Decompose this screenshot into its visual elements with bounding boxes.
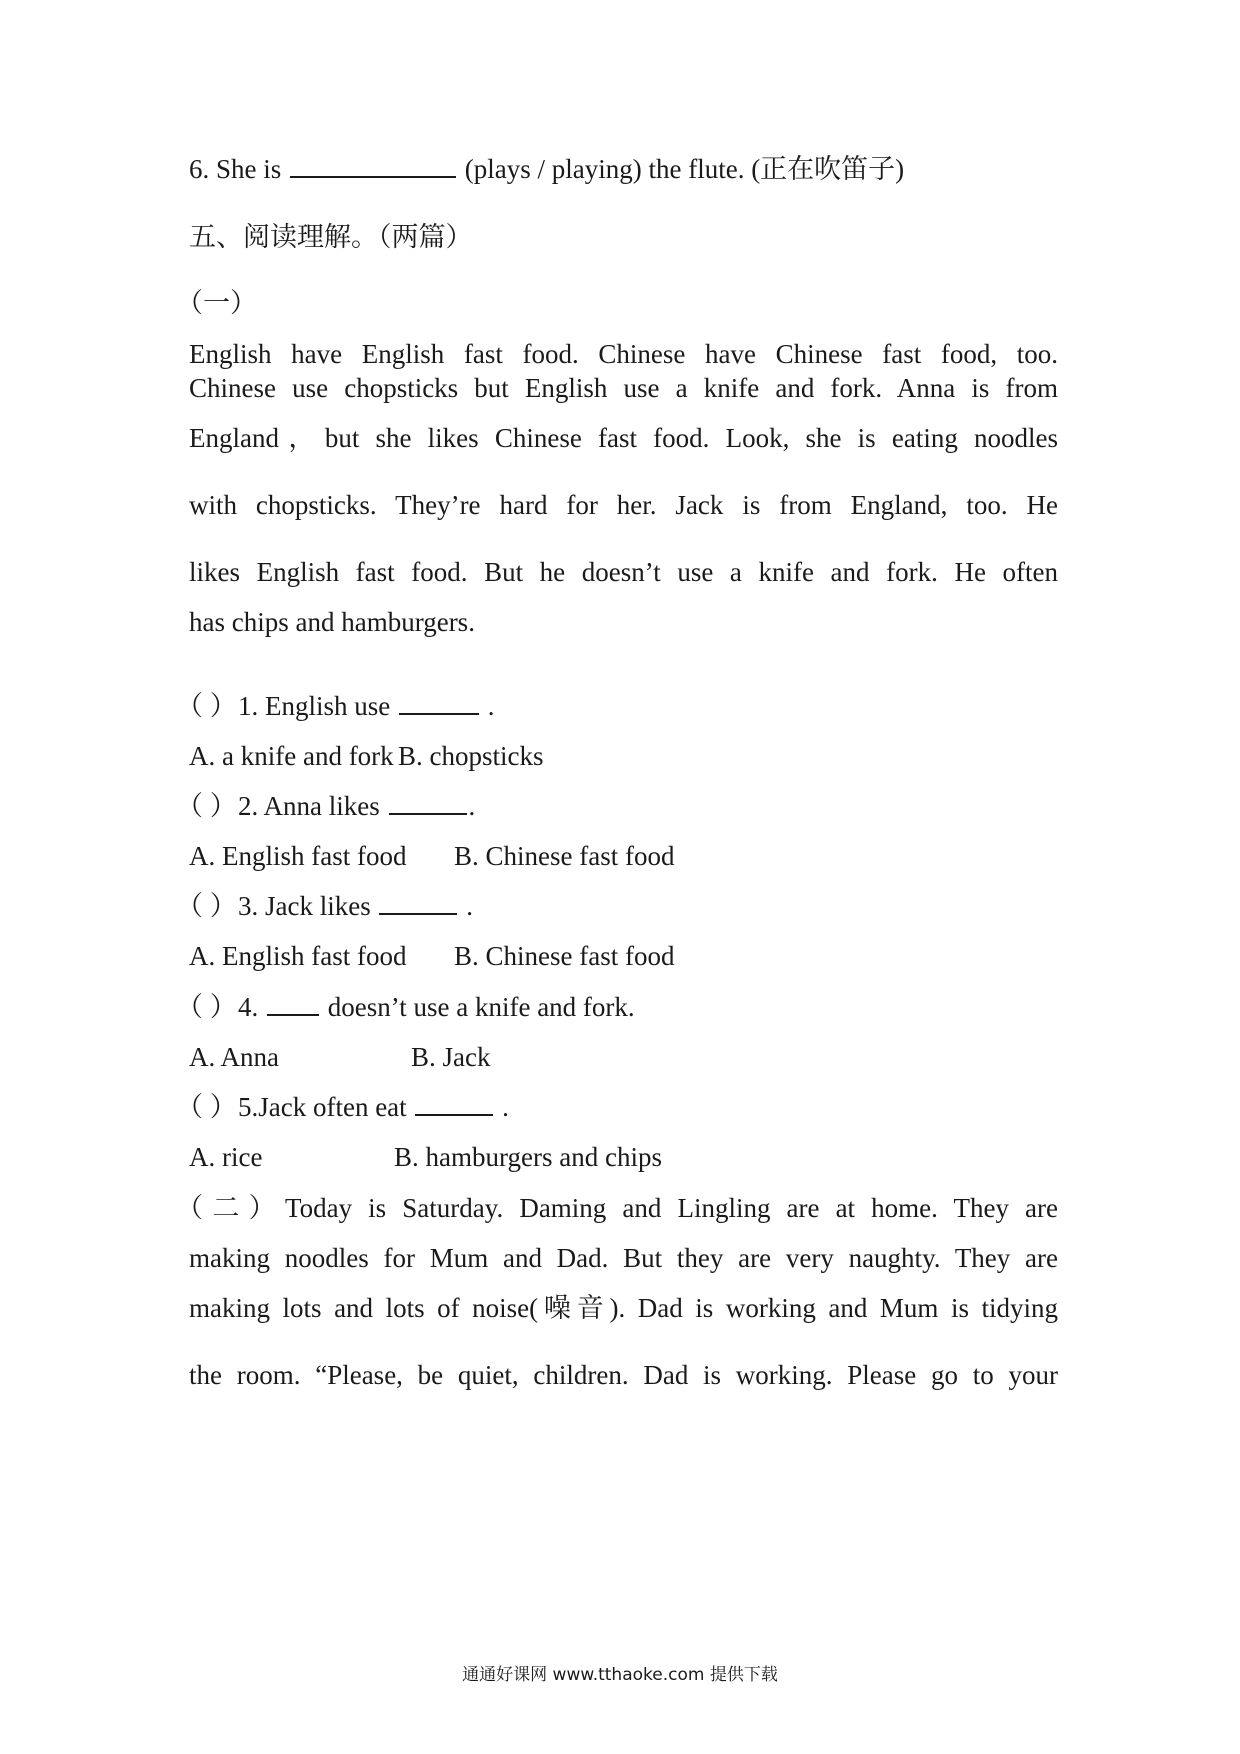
footer-credit: 通通好课网 www.tthaoke.com 提供下载	[462, 1665, 778, 1685]
passage-2-line: making lots and lots of noise(噪音). Dad is working and Mum is tidying	[189, 1293, 1058, 1323]
answer-blank	[379, 889, 457, 915]
question-6-lead: 6. She is	[189, 154, 289, 184]
answer-paren[interactable]: （ ）	[176, 1092, 237, 1122]
option-a[interactable]: A. Anna	[189, 1042, 279, 1072]
passage-1-line: England，but she likes Chinese fast food. Look, she is eating noodles	[189, 423, 1058, 453]
question-text: .	[468, 791, 476, 821]
question-6	[189, 152, 904, 186]
option-a[interactable]: A. English fast food	[189, 941, 407, 971]
answer-blank	[389, 789, 467, 815]
question-text: 3. Jack likes	[238, 891, 378, 921]
question-text: 2. Anna likes	[238, 791, 387, 821]
question-text: 4.	[238, 992, 265, 1022]
passage-1-line: with chopsticks. They’re hard for her. Jack is from England, too. He	[189, 490, 1058, 520]
option-a[interactable]: A. rice	[189, 1142, 263, 1172]
question-1	[176, 689, 495, 723]
passage-2-line: （二）Today is Saturday. Daming and Lingling are at home. They are	[176, 1193, 1058, 1223]
section-title: 五、阅读理解。（两篇）	[189, 222, 473, 252]
option-b[interactable]: B. Jack	[411, 1042, 491, 1072]
option-b[interactable]: B. Chinese fast food	[454, 841, 675, 871]
question-6-tail: (plays / playing) the flute. (正在吹笛子)	[458, 154, 905, 184]
option-a[interactable]: A. English fast food	[189, 841, 407, 871]
question-text: 1. English use	[238, 691, 397, 721]
question-text: doesn’t use a knife and fork.	[321, 992, 635, 1022]
question-3	[176, 889, 473, 923]
passage-1-line: English have English fast food. Chinese have Chinese fast food, too.	[189, 339, 1058, 369]
question-3-options	[189, 939, 675, 973]
option-b[interactable]: B. Chinese fast food	[454, 941, 675, 971]
answer-paren[interactable]: （ ）	[176, 891, 237, 921]
passage-2-line: making noodles for Mum and Dad. But they are very naughty. They are	[189, 1243, 1058, 1273]
question-4-options	[189, 1040, 491, 1074]
question-text: .	[459, 891, 473, 921]
question-4	[176, 990, 635, 1024]
option-a[interactable]: A. a knife and fork	[189, 741, 394, 771]
answer-blank	[399, 689, 479, 715]
answer-paren[interactable]: （ ）	[176, 992, 237, 1022]
passage-1-line: Chinese use chopsticks but English use a knife and fork. Anna is from	[189, 373, 1058, 403]
answer-blank	[415, 1090, 493, 1116]
passage-1-label: （一）	[176, 288, 257, 318]
option-b[interactable]: B. chopsticks	[398, 741, 544, 771]
question-5-options	[189, 1140, 662, 1174]
question-2	[176, 789, 475, 823]
question-text: .	[495, 1092, 509, 1122]
answer-paren[interactable]: （ ）	[176, 791, 237, 821]
question-2-options	[189, 839, 675, 873]
answer-blank	[267, 990, 319, 1016]
question-1-options	[189, 739, 544, 773]
passage-1-line: has chips and hamburgers.	[189, 607, 475, 637]
question-text: 5.Jack often eat	[238, 1092, 414, 1122]
answer-blank[interactable]	[290, 152, 456, 178]
question-5	[176, 1090, 509, 1124]
option-b[interactable]: B. hamburgers and chips	[394, 1142, 662, 1172]
answer-paren[interactable]: （ ）	[176, 691, 237, 721]
question-text: .	[481, 691, 495, 721]
passage-1-line: likes English fast food. But he doesn’t use a knife and fork. He often	[189, 557, 1058, 587]
passage-2-line: the room. “Please, be quiet, children. Dad is working. Please go to your	[189, 1360, 1058, 1390]
